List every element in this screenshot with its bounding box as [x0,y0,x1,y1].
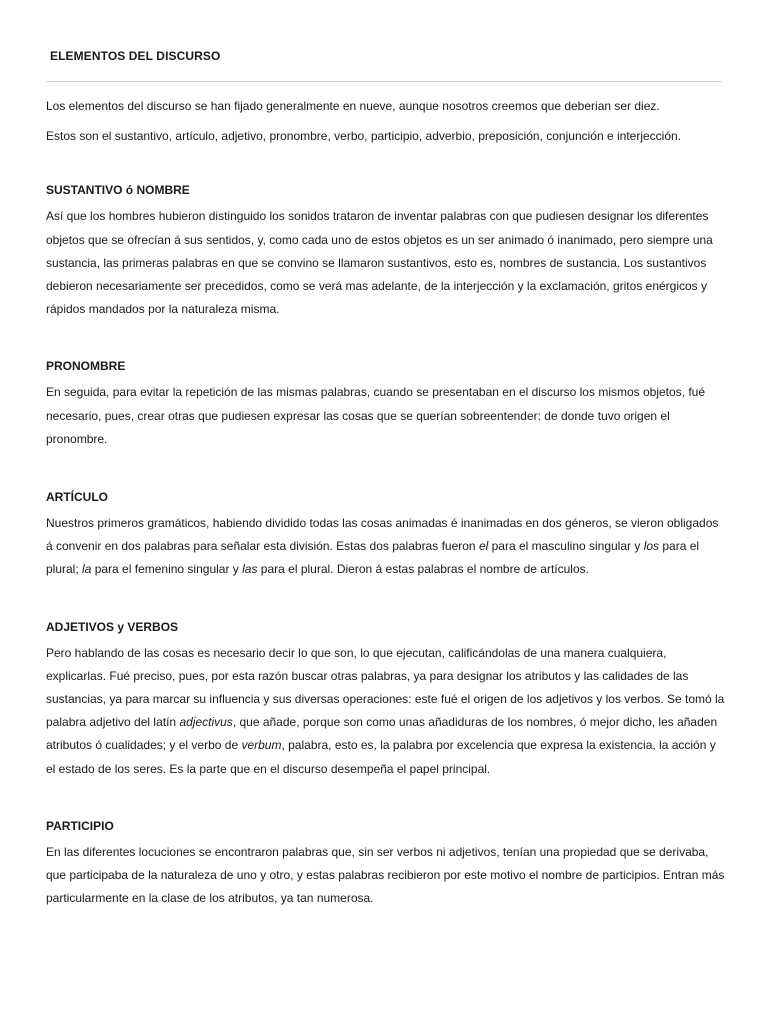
italic-term: las [242,562,258,577]
document-title: ELEMENTOS DEL DISCURSO [50,49,221,63]
body-text: para el masculino singular y [488,539,644,554]
document-content [46,95,728,910]
section-heading: ADJETIVOS y VERBOS [46,619,179,634]
section-heading: PARTICIPIO [46,818,114,833]
title-divider [46,81,722,82]
intro-paragraph: Los elementos del discurso se han fijado generalmente en nueve, aunque nosotros creemos que deberian ser diez. [46,99,660,113]
section-body: En las diferentes locuciones se encontraron palabras que, sin ser verbos ni adjetivos, tenían una propiedad que se derivaba, que participaba de la naturaleza de uno y otro, y estas palabras recibieron por este motivo el nombre de participios. Entran más particularmente en la clase de los atributos, ya tan numerosa. [46,844,725,906]
section-sustantivo [46,182,728,321]
section-articulo [46,489,728,582]
section-heading: PRONOMBRE [46,359,126,374]
section-body: Así que los hombres hubieron distinguido los sonidos trataron de inventar palabras con que pudiesen designar los diferentes objetos que se ofrecían á sus sentidos, y, como cada uno de estos objetos es un ser animado ó inanimado, pero siempre una sustancia, las primeras palabras en que se convino se llamaron sustantivos, esto es, nombres de sustancia. Los sustantivos debieron necesariamente ser precedidos, como se verá mas adelante, de la interjección y la exclamación, gritos enérgicos y rápidos mandados por la naturaleza misma. [46,209,713,317]
body-text: para el plural; [46,539,700,577]
section-body: En seguida, para evitar la repetición de las mismas palabras, cuando se presentaban en el discurso los mismos objetos, fué necesario, pues, crear otras que pudiesen expresar las cosas que se querían sobreentender: de donde tuvo origen el pronombre. [46,385,706,446]
italic-term: adjectivus [179,715,233,730]
section-body [46,642,728,781]
intro-paragraph: Estos son el sustantivo, artículo, adjetivo, pronombre, verbo, participio, adverbio, preposición, conjunción e interjección. [46,129,682,144]
section-participio [46,818,728,911]
body-text: Nuestros primeros gramáticos, habiendo dividido todas las cosas animadas é inanimadas en dos géneros, se vieron obligados á convenir en dos palabras para señalar esta división. Estas dos palabras fueron [46,516,719,554]
italic-term: los [643,539,660,554]
italic-term: el [478,539,489,554]
section-adjetivos-verbos [46,619,728,781]
body-text: para el femenino singular y [91,562,243,577]
section-pronombre [46,358,728,451]
body-text: , que añade, porque son como unas añadiduras de los nombres, ó mejor dicho, les añaden atributos ó cualidades; y el verbo de [46,715,718,753]
section-heading: ARTÍCULO [46,490,108,505]
body-text: Pero hablando de las cosas es necesario decir lo que son, lo que ejecutan, calificándolas de una manera cualquiera, explicarlas. Fué preciso, pues, por esta razón buscar otras palabras, ya para designar los atributos y las calidades de las sustancias, ya para marcar su influencia y sus diversas operaciones: este fué el origen de los adjetivos y los verbos. Se tomó la palabra adjetivo del latín [46,645,725,730]
section-heading: SUSTANTIVO ó NOMBRE [46,183,190,198]
italic-term: verbum [241,738,282,753]
body-text: , palabra, esto es, la palabra por excelencia que expresa la existencia, la acción y el estado de los seres. Es la parte que en el discurso desempeña el papel principal. [46,738,716,776]
body-text: para el plural. Dieron á estas palabras el nombre de artículos. [257,562,589,577]
italic-term: la [82,562,92,577]
section-body [46,512,728,582]
